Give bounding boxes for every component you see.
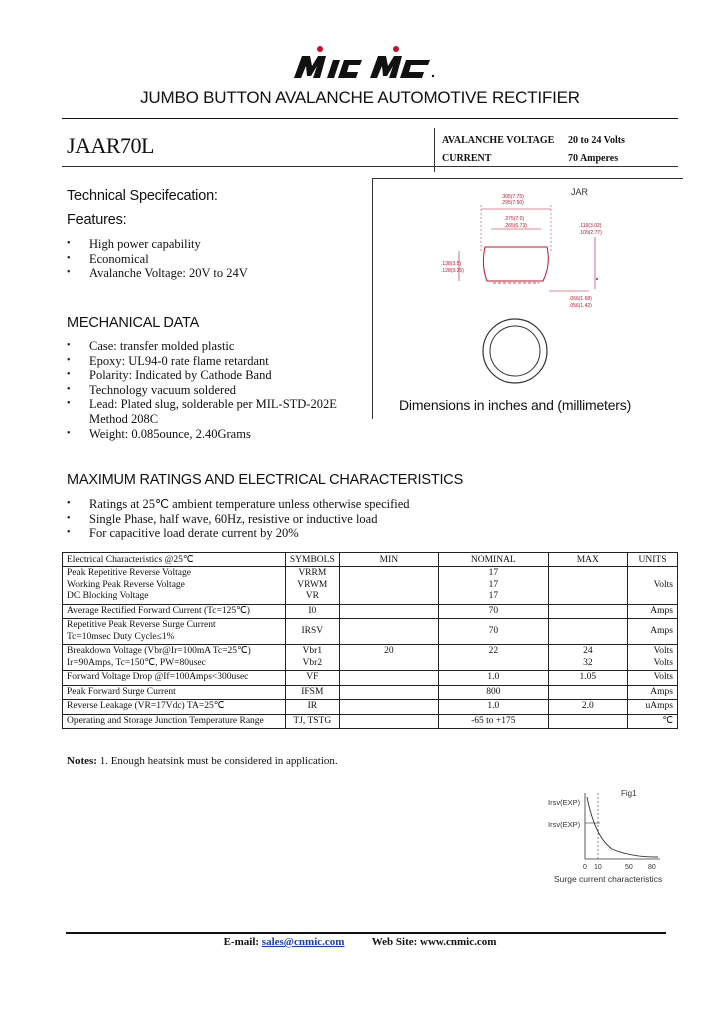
cell-line: Vbr1 [302,646,323,656]
cell-line: Amps [650,686,673,697]
cell-line: Repetitive Peak Reverse Surge Current [67,620,216,630]
dim-bot-2: .056(1.42) [569,303,592,309]
notes [67,755,338,767]
cell-line: 17 [488,591,499,601]
table-cell-min [339,567,438,605]
table-row [63,714,678,729]
cell-line: 17 [488,579,499,590]
table-cell-min [339,645,438,671]
list-item: • Economical [67,251,149,266]
table-cell-min [339,685,438,700]
notes-text: 1. Enough heatsink must be considered in application. [99,755,338,767]
cell-line: Volts [653,646,673,656]
avalanche-voltage-label: AVALANCHE VOLTAGE [442,135,555,146]
table-cell-desc [63,671,286,686]
table-cell-desc [63,604,286,619]
table-cell-desc [63,567,286,605]
table-cell-sym [285,645,339,671]
top-view-inner [490,326,540,376]
list-item: • Polarity: Indicated by Cathode Band [67,368,272,383]
web-url: www.cnmic.com [420,936,497,948]
table-cell-sym [285,714,339,729]
dimension-drawing-box [372,178,683,419]
table-row [63,619,678,645]
table-cell-nom [439,700,548,715]
cell-line: 17 [488,568,499,578]
list-item: • Epoxy: UL94-0 rate flame retardant [67,353,269,368]
current-label: CURRENT [442,153,492,164]
dim-inner-2: .265(6.73) [504,223,527,229]
cell-line: 1.0 [487,701,500,711]
cell-line [344,626,434,638]
email-link[interactable]: sales@cnmic.com [261,936,345,948]
cell-line: Operating and Storage Junction Temperature Range [67,715,264,726]
cell-line: Reverse Leakage (VR=17Vdc) TA=25℃ [67,701,225,711]
list-item: • For capacitive load derate current by 20% [67,526,299,541]
table-cell-min [339,700,438,715]
table-cell-sym [285,619,339,645]
cell-line [344,606,434,618]
current-value: 70 Amperes [568,153,619,164]
package-label: JAR [571,187,589,197]
cell-line: Peak Repetitive Reverse Voltage [67,568,191,578]
company-logo [290,44,440,82]
table-cell-sym [285,671,339,686]
cell-line: IR [307,701,318,711]
cell-line: 2.0 [581,701,594,711]
table-cell-nom [439,604,548,619]
cell-line: Ir=90Amps, Tc=150℃, PW=80usec [67,657,206,668]
table-cell-unit [628,604,678,619]
cell-line: IRSV [301,625,324,636]
footer [0,936,720,948]
cell-line: VRRM [298,568,327,578]
table-cell-max [548,567,628,605]
figure-x-tick: 10 [594,864,602,871]
cell-line: 1.05 [579,672,597,682]
title-rule [62,118,678,119]
cell-line: 800 [486,686,501,697]
web-label: Web Site: [371,936,418,948]
list-item: • Case: transfer molded plastic [67,339,235,353]
table-row [63,567,678,605]
mechanical-heading: MECHANICAL DATA [67,315,200,331]
cell-line [344,716,434,728]
table-cell-min [339,714,438,729]
table-body [63,567,678,729]
table-cell-max [548,671,628,686]
table-cell-max [548,604,628,619]
table-header-row [63,553,678,567]
surge-figure [540,785,680,890]
cell-line: VR [305,591,319,601]
email-label: E-mail: [223,936,260,948]
table-cell-min [339,619,438,645]
table-header-cell: UNITS [628,553,678,567]
table-cell-desc [63,619,286,645]
table-cell-min [339,604,438,619]
figure-x-tick: 0 [583,864,587,871]
table-cell-unit [628,685,678,700]
dim-top-1: .305(7.75) [501,194,524,200]
part-number: JAAR70L [67,133,154,158]
list-item: • Technology vacuum soldered [67,382,236,397]
cell-line: Vbr2 [302,657,323,668]
cell-line: Volts [653,657,673,668]
cell-line: 24 [583,646,593,656]
table-row [63,645,678,671]
figure-caption: Surge current characteristics [554,874,663,884]
table-cell-unit [628,700,678,715]
cell-line: 32 [583,657,593,668]
electrical-characteristics-table [62,552,678,729]
table-cell-desc [63,700,286,715]
cell-line: Amps [650,625,673,636]
table-cell-desc [63,645,286,671]
table-cell-max [548,619,628,645]
cell-line: VF [306,672,319,682]
list-item: • Lead: Plated slug, solderable per MIL-STD-202E [67,397,337,412]
dim-left-2: .128(3.25) [441,268,464,274]
cell-line [344,701,434,713]
cell-line [344,658,434,670]
dim-bot-1: .066(1.68) [569,296,592,302]
table-cell-nom [439,671,548,686]
list-item: • Weight: 0.085ounce, 2.40Grams [67,426,251,441]
table-row [63,671,678,686]
list-item: • Avalanche Voltage: 20V to 24V [67,266,248,281]
figure-title: Fig1 [621,789,637,798]
table-header-cell: Electrical Characteristics @25℃ [63,553,286,567]
mechanical-list [67,339,337,441]
table-cell-desc [63,685,286,700]
figure-ylabel-1: Irsv(EXP) [548,798,581,807]
table-cell-sym [285,604,339,619]
table-cell-unit [628,714,678,729]
table-cell-nom [439,567,548,605]
dim-right-2: .109(2.77) [579,230,602,236]
dim-right-1: .119(3.02) [579,223,602,229]
table-cell-max [548,714,628,729]
cell-line: VRWM [297,579,328,590]
table-cell-nom [439,619,548,645]
cell-line: 70 [488,605,499,616]
table-row [63,685,678,700]
figure-ylabel-2: Irsv(EXP) [548,820,581,829]
cell-line [344,672,434,684]
table-cell-nom [439,685,548,700]
cell-line: 1.0 [487,672,500,682]
list-item: • Ratings at 25℃ ambient temperature unless otherwise specified [67,497,410,511]
cell-line: Average Rectified Forward Current (Tc=125℃) [67,605,250,616]
cell-line [553,580,624,592]
cell-line: 70 [488,625,499,636]
table-cell-unit [628,567,678,605]
list-item: • High power capability [67,237,201,251]
cell-line: Peak Forward Surge Current [67,686,176,697]
table-cell-unit [628,671,678,686]
cell-line: 22 [488,646,499,656]
table-header-cell: MIN [339,553,438,567]
cell-line [553,606,624,618]
document-title: JUMBO BUTTON AVALANCHE AUTOMOTIVE RECTIFIER [140,88,580,107]
footer-rule [66,932,666,934]
list-item: • Single Phase, half wave, 60Hz, resistive or inductive load [67,511,378,526]
cell-line: 20 [384,646,394,656]
cell-line: I0 [308,605,317,616]
cell-line [553,626,624,638]
table-cell-sym [285,685,339,700]
table-cell-sym [285,567,339,605]
dim-top-2: .295(7.50) [501,200,524,206]
cell-line: TJ, TSTG [293,715,332,726]
cell-line: DC Blocking Voltage [67,591,149,601]
dimension-caption: Dimensions in inches and (millimeters) [399,397,632,413]
table-cell-max [548,700,628,715]
cell-line: -65 to +175 [471,715,516,726]
surge-curve [587,797,658,857]
cell-line [553,716,624,728]
cell-line: IFSM [301,686,324,697]
technical-spec-heading: Technical Specifecation: [67,188,218,204]
cell-line [344,687,434,699]
cell-line: Amps [650,605,673,616]
dim-left-1: .138(3.5) [441,261,462,267]
ratings-heading: MAXIMUM RATINGS AND ELECTRICAL CHARACTERISTICS [67,472,464,488]
table-row [63,700,678,715]
list-item: Method 208C [89,411,159,426]
cell-line [553,687,624,699]
cell-line [344,580,434,592]
features-list [67,237,248,281]
table-row [63,604,678,619]
cell-line: Working Peak Reverse Voltage [67,579,185,590]
cell-line: uAmps [645,701,673,711]
part-rule [62,166,678,167]
table-cell-max [548,685,628,700]
table-header-cell: NOMINAL [439,553,548,567]
table-cell-max [548,645,628,671]
figure-x-tick: 50 [625,864,633,871]
table-header-cell: MAX [548,553,628,567]
notes-label: Notes: [67,755,97,767]
cell-line: Tc=10msec Duty Cycle≤1% [67,631,175,642]
cell-line: Breakdown Voltage (Vbr@Ir=100mA Tc=25℃) [67,646,251,656]
table-cell-nom [439,645,548,671]
avalanche-voltage-value: 20 to 24 Volts [568,135,625,146]
features-heading: Features: [67,212,127,228]
cell-line [443,658,543,670]
table-header-cell: SYMBOLS [285,553,339,567]
cell-line: Volts [653,672,673,682]
table-cell-desc [63,714,286,729]
figure-x-tick: 80 [648,864,656,871]
cell-line: ℃ [662,715,673,726]
table-cell-min [339,671,438,686]
table-cell-unit [628,645,678,671]
table-cell-unit [628,619,678,645]
table-cell-nom [439,714,548,729]
cell-line: Volts [653,579,673,590]
cell-line: Forward Voltage Drop @If=100Amps<300usec [67,672,249,682]
ratings-list [67,497,410,541]
dim-inner-1: .275(7.0) [504,216,525,222]
table-cell-sym [285,700,339,715]
